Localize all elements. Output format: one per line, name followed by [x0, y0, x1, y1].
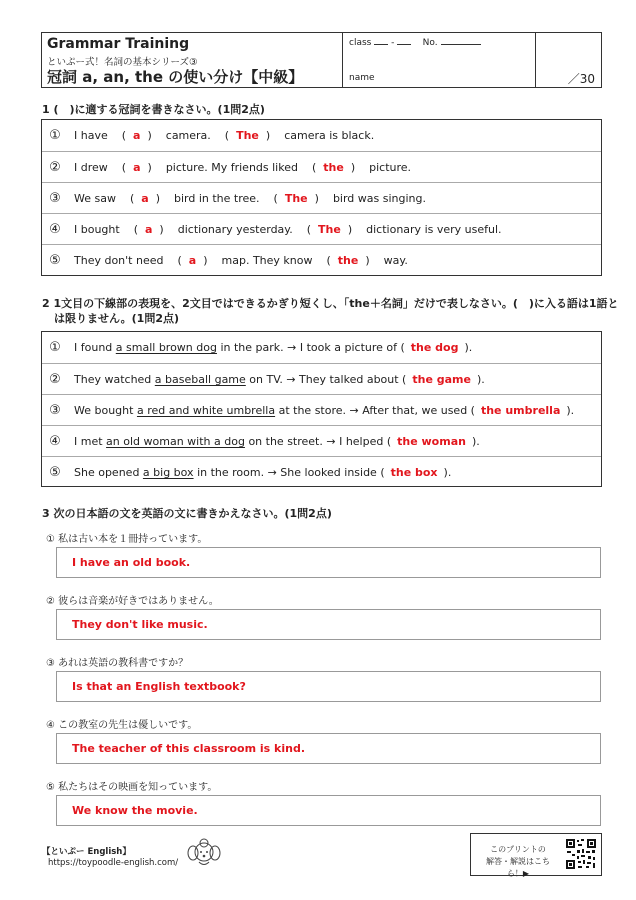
- section1-table: [41, 119, 602, 276]
- answer-blank[interactable]: ( the ): [311, 161, 356, 174]
- name-field[interactable]: name: [349, 73, 375, 83]
- question-number: ①: [49, 340, 61, 355]
- worksheet-title: Grammar Training: [47, 36, 190, 52]
- poodle-logo-icon: [183, 838, 225, 868]
- question-number: ②: [49, 160, 61, 175]
- sentence-part: picture. My friends liked: [165, 161, 298, 174]
- question-number: ⑤: [49, 253, 61, 268]
- underlined-phrase: a red and white umbrella: [136, 404, 276, 417]
- section3-answer-box[interactable]: [56, 795, 601, 826]
- answer-text: the: [323, 161, 344, 174]
- section3-answer-box[interactable]: [56, 671, 601, 702]
- section2-question-row: [42, 332, 601, 363]
- section1-question-row: [42, 151, 601, 183]
- section3-prompt: ⑤ 私たちはその映画を知っています。: [46, 782, 218, 793]
- answer-text[interactable]: the dog: [410, 341, 459, 354]
- answer-text[interactable]: the woman: [397, 435, 466, 448]
- section3-answer-box[interactable]: [56, 609, 601, 640]
- answer-link-box[interactable]: [470, 833, 602, 876]
- sentence-part: We bought: [74, 404, 134, 417]
- answer-text: Is that an English textbook?: [72, 680, 246, 693]
- sentence-part: in the room. → She looked inside (: [197, 466, 385, 479]
- sentence-part: on the street. → I helped (: [248, 435, 392, 448]
- answer-text[interactable]: the game: [412, 373, 471, 386]
- section2-question-row: [42, 394, 601, 426]
- sentence-part: on TV. → They talked about (: [249, 373, 407, 386]
- question-number: ②: [49, 372, 61, 387]
- sentence-part: in the park. → I took a picture of (: [220, 341, 405, 354]
- sentence-part: They don't need: [74, 254, 164, 267]
- sentence-part: bird in the tree.: [174, 192, 260, 205]
- answer-text: I have an old book.: [72, 556, 191, 569]
- sentence-part: I found: [74, 341, 113, 354]
- answer-text: a: [141, 192, 149, 205]
- answer-blank[interactable]: ( a ): [121, 129, 152, 142]
- answer-text: They don't like music.: [72, 618, 208, 631]
- question-number: ④: [49, 222, 61, 237]
- sentence-part: bird was singing.: [332, 192, 426, 205]
- answer-blank[interactable]: ( a ): [133, 223, 164, 236]
- answer-text[interactable]: the umbrella: [480, 404, 561, 417]
- promo-line-1: このプリントの: [490, 845, 546, 854]
- sentence-part: I drew: [74, 161, 108, 174]
- topic-title: 冠詞 a, an, the の使い分け【中級】: [47, 68, 304, 86]
- section2-question-row: [42, 456, 601, 488]
- answer-blank[interactable]: ( a ): [129, 192, 160, 205]
- section2-title: 2 1文目の下線部の表現を、2文目ではできるかぎり短くし、「the＋名詞」だけで表しなさい。( )に入る語は1語と は限りません。(1問2点): [42, 297, 619, 325]
- section2-question-row: [42, 425, 601, 457]
- underlined-phrase: a baseball game: [154, 373, 246, 386]
- underlined-phrase: a small brown dog: [115, 341, 217, 354]
- section3-prompt: ② 彼らは音楽が好きではありません。: [46, 596, 219, 607]
- underlined-phrase: an old woman with a dog: [106, 435, 245, 448]
- answer-blank[interactable]: ( a ): [177, 254, 208, 267]
- sentence-end: ).: [471, 435, 480, 448]
- section1-title: 1 ( )に適する冠詞を書きなさい。(1問2点): [42, 103, 265, 116]
- sentence-part: They watched: [74, 373, 152, 386]
- question-number: ①: [49, 128, 61, 143]
- sentence-part: dictionary is very useful.: [366, 223, 502, 236]
- sentence-end: ).: [566, 404, 575, 417]
- sentence-part: She opened: [74, 466, 140, 479]
- answer-text: The: [318, 223, 341, 236]
- answer-text: the: [337, 254, 359, 267]
- section3-prompt: ① 私は古い本を１冊持っています。: [46, 534, 208, 545]
- answer-text[interactable]: the box: [390, 466, 438, 479]
- worksheet-header: [41, 32, 602, 88]
- section1-question-row: [42, 244, 601, 276]
- sentence-end: ).: [476, 373, 485, 386]
- sentence-part: I met: [74, 435, 103, 448]
- section3-answer-box[interactable]: [56, 733, 601, 764]
- sentence-part: I bought: [74, 223, 120, 236]
- sentence-part: camera.: [165, 129, 211, 142]
- question-number: ③: [49, 191, 61, 206]
- section1-question-row: [42, 182, 601, 214]
- sentence-part: We saw: [74, 192, 116, 205]
- sentence-part: I have: [74, 129, 108, 142]
- section3-prompt: ③ あれは英語の教科書ですか？: [46, 658, 189, 669]
- answer-blank[interactable]: ( a ): [121, 161, 152, 174]
- sentence-end: ).: [464, 341, 473, 354]
- answer-blank[interactable]: ( The ): [224, 129, 271, 142]
- sentence-end: ).: [443, 466, 452, 479]
- sentence-part: map. They know: [221, 254, 313, 267]
- section2-table: [41, 331, 602, 487]
- answer-text: a: [145, 223, 153, 236]
- answer-text: a: [133, 129, 141, 142]
- section2-question-row: [42, 363, 601, 395]
- answer-text: The teacher of this classroom is kind.: [72, 742, 305, 755]
- series-name: といぷー式！名詞の基本シリーズ③: [47, 57, 198, 68]
- class-field[interactable]: class - No.: [349, 38, 481, 48]
- question-number: ⑤: [49, 465, 61, 480]
- underlined-phrase: a big box: [142, 466, 194, 479]
- score-total: ／30: [567, 72, 595, 86]
- answer-text: a: [188, 254, 197, 267]
- answer-blank[interactable]: ( the ): [326, 254, 370, 267]
- section1-question-row: [42, 120, 601, 151]
- section3-title: 3 次の日本語の文を英語の文に書きかえなさい。(1問2点): [42, 507, 332, 520]
- answer-text: a: [133, 161, 141, 174]
- answer-text: The: [284, 192, 308, 205]
- question-number: ④: [49, 434, 61, 449]
- sentence-part: way.: [383, 254, 408, 267]
- sentence-part: picture.: [369, 161, 412, 174]
- answer-text: We know the movie.: [72, 804, 198, 817]
- section3-prompt: ④ この教室の先生は優しいです。: [46, 720, 198, 731]
- answer-blank[interactable]: ( The ): [273, 192, 319, 205]
- section3-answer-box[interactable]: [56, 547, 601, 578]
- brand-name: 【といぷー English】: [42, 847, 131, 857]
- answer-text: The: [236, 129, 259, 142]
- question-number: ③: [49, 403, 61, 418]
- sentence-part: camera is black.: [284, 129, 375, 142]
- sentence-part: at the store. → After that, we used (: [278, 404, 475, 417]
- qr-code-icon[interactable]: [565, 838, 597, 870]
- sentence-part: dictionary yesterday.: [177, 223, 293, 236]
- website-link[interactable]: https://toypoodle-english.com/: [48, 858, 179, 868]
- section1-question-row: [42, 213, 601, 245]
- answer-blank[interactable]: ( The ): [306, 223, 353, 236]
- promo-line-2: 解答・解説はこちら！▶: [486, 857, 550, 878]
